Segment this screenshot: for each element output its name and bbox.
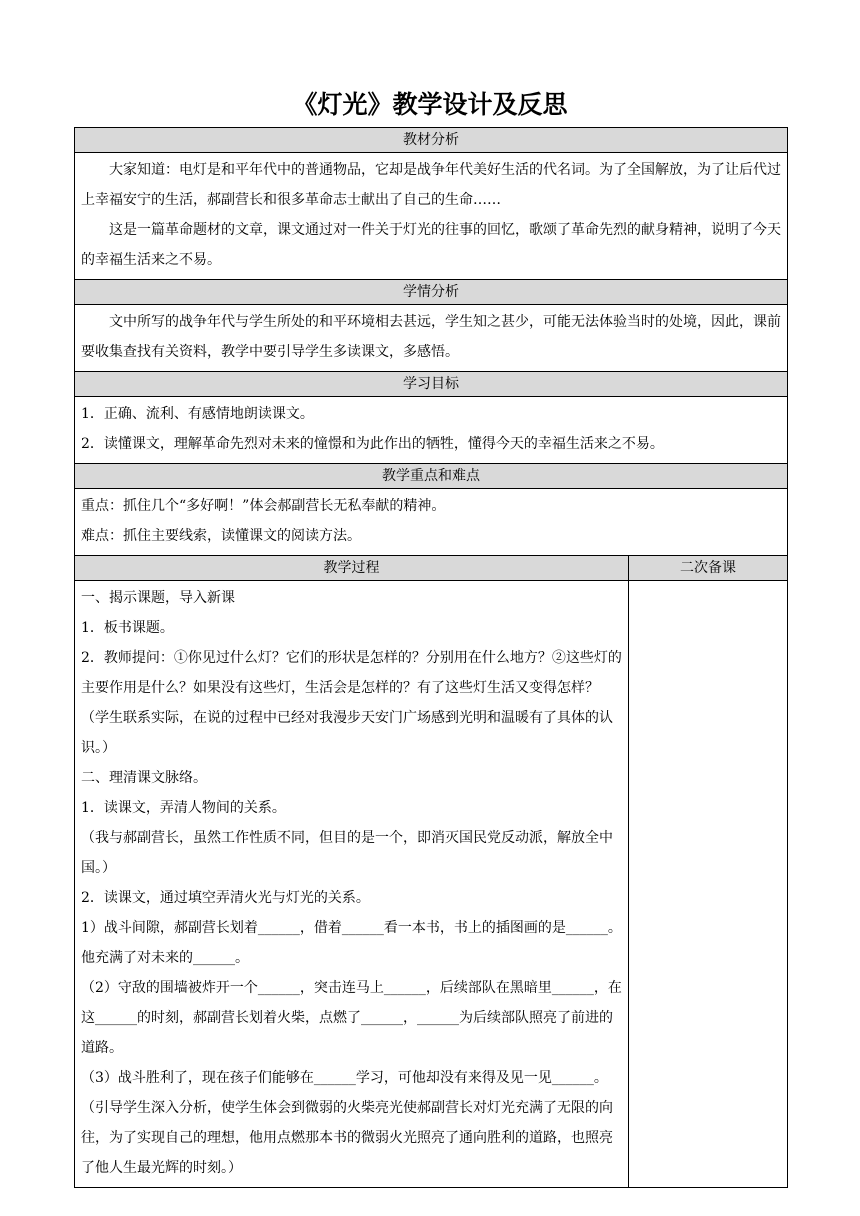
student-analysis-header: 学情分析 <box>75 280 788 305</box>
textbook-analysis-header: 教材分析 <box>75 128 788 153</box>
learning-goals-body <box>75 397 788 464</box>
teaching-process-body <box>75 581 629 1188</box>
students-header-row <box>75 280 788 305</box>
teaching-process-header: 教学过程 <box>75 556 629 581</box>
focus-item: 重点：抓住几个“多好啊！”体会郝副营长无私奉献的精神。 <box>81 498 446 514</box>
process-line: 2．读课文，通过填空弄清火光与灯光的关系。 <box>81 890 370 906</box>
process-line: （引导学生深入分析，使学生体会到微弱的火柴亮光使郝副营长对灯光充满了无限的向往，为了实现自己的理想，他用点燃那本书的微弱火光照亮了通向胜利的道路，也照亮了他人生最光辉的时刻。） <box>81 1100 613 1176</box>
goals-body-row <box>75 397 788 464</box>
process-line: （2）守敌的围墙被炸开一个______，突击连马上______，后续部队在黑暗里______，在这______的时刻，郝副营长划着火柴，点燃了______，______为后续部队照亮了前进的道路。 <box>81 980 622 1056</box>
goal-item: 2．读懂课文，理解革命先烈对未来的憧憬和为此作出的牺牲，懂得今天的幸福生活来之不易。 <box>81 436 664 452</box>
students-para-1: 文中所写的战争年代与学生所处的和平环境相去甚远，学生知之甚少，可能无法体验当时的处境，因此，课前要收集查找有关资料，教学中要引导学生多读课文，多感悟。 <box>81 314 781 360</box>
focus-header-row <box>75 464 788 489</box>
document-title: 《灯光》教学设计及反思 <box>292 90 568 119</box>
goal-item: 1．正确、流利、有感情地朗读课文。 <box>81 406 314 422</box>
textbook-header-row <box>75 128 788 153</box>
textbook-analysis-body <box>75 153 788 280</box>
process-line: 2．教师提问：①你见过什么灯？它们的形状是怎样的？分别用在什么地方？②这些灯的主要作用是什么？如果没有这些灯，生活会是怎样的？有了这些灯生活又变得怎样？ <box>81 650 622 696</box>
lesson-plan-table <box>74 127 788 1188</box>
process-line: 二、理清课文脉络。 <box>81 770 207 786</box>
focus-difficulty-header: 教学重点和难点 <box>75 464 788 489</box>
process-line: （3）战斗胜利了，现在孩子们能够在______学习，可他却没有来得及见一见______。 <box>81 1070 608 1086</box>
goals-header-row <box>75 372 788 397</box>
student-analysis-body <box>75 305 788 372</box>
textbook-body-row <box>75 153 788 280</box>
process-line: 1）战斗间隙，郝副营长划着______，借着______看一本书，书上的插图画的是______。他充满了对未来的______。 <box>81 920 622 966</box>
textbook-para-2: 这是一篇革命题材的文章，课文通过对一件关于灯光的往事的回忆，歌颂了革命先烈的献身精神，说明了今天的幸福生活来之不易。 <box>81 222 781 268</box>
process-line: （学生联系实际，在说的过程中已经对我漫步天安门广场感到光明和温暖有了具体的认识。） <box>81 710 613 756</box>
second-prep-header: 二次备课 <box>629 556 788 581</box>
process-header-row <box>75 556 788 581</box>
process-line: 1．板书课题。 <box>81 620 174 636</box>
process-line: 1．读课文，弄清人物间的关系。 <box>81 800 286 816</box>
focus-body-row <box>75 489 788 556</box>
students-body-row <box>75 305 788 372</box>
process-line: （我与郝副营长，虽然工作性质不同，但目的是一个，即消灭国民党反动派，解放全中国。） <box>81 830 613 876</box>
process-line: 一、揭示课题，导入新课 <box>81 590 235 606</box>
difficulty-item: 难点：抓住主要线索，读懂课文的阅读方法。 <box>81 528 361 544</box>
process-body-row <box>75 581 788 1188</box>
textbook-para-1: 大家知道：电灯是和平年代中的普通物品，它却是战争年代美好生活的代名词。为了全国解放，为了让后代过上幸福安宁的生活，郝副营长和很多革命志士献出了自己的生命…… <box>81 162 781 208</box>
second-prep-cell[interactable] <box>629 581 788 1188</box>
focus-difficulty-body <box>75 489 788 556</box>
learning-goals-header: 学习目标 <box>75 372 788 397</box>
